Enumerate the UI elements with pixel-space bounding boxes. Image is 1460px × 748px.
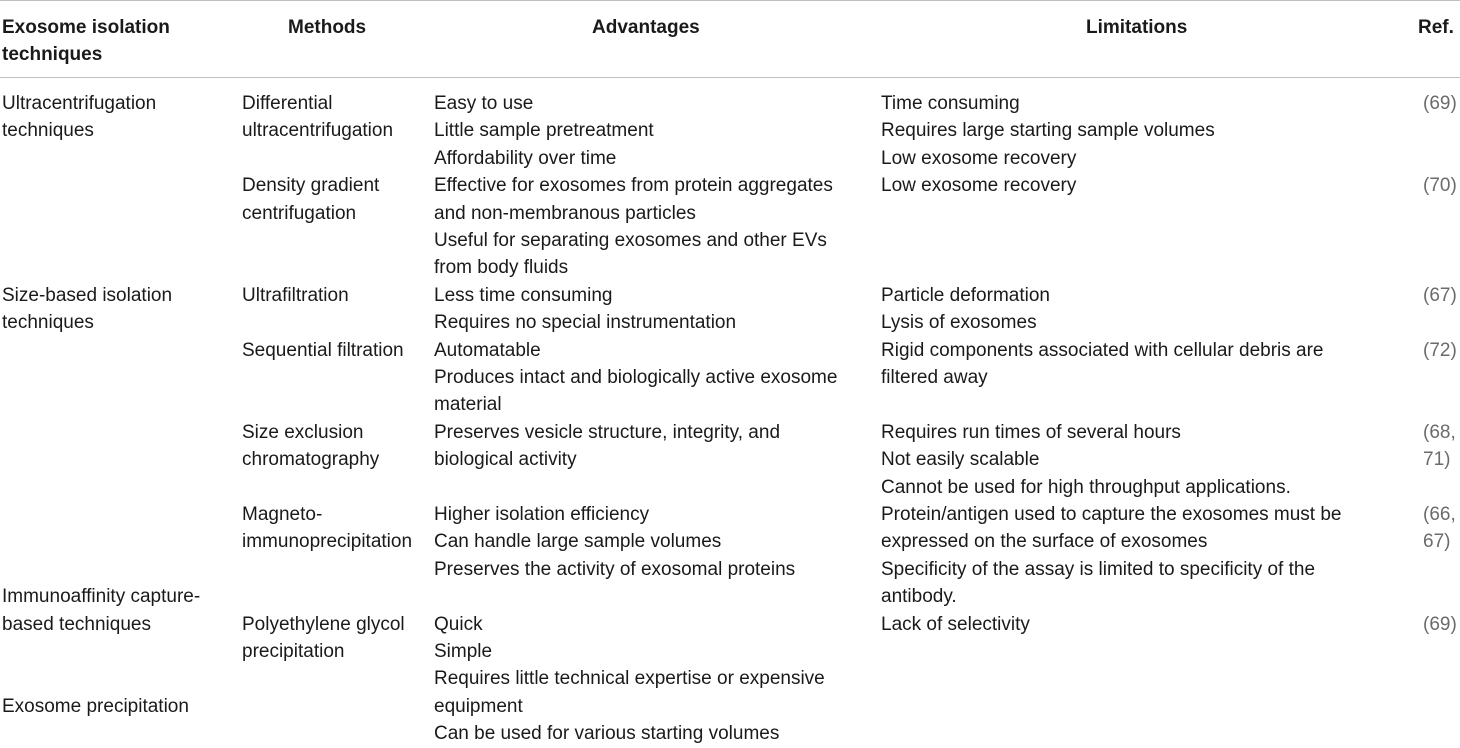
advantages-cell-line: Requires little technical expertise or expensive — [434, 668, 825, 690]
advantages-cell — [434, 172, 833, 282]
method-cell — [242, 282, 349, 309]
advantages-cell — [434, 337, 837, 419]
technique-cell-line: techniques — [2, 312, 94, 334]
method-cell-line: ultracentrifugation — [242, 120, 394, 142]
advantages-cell-line: Higher isolation efficiency — [434, 504, 650, 525]
method-cell — [242, 90, 393, 145]
technique-cell-line: Size-based isolation — [2, 284, 173, 306]
technique-cell-line: Immunoaffinity capture- — [2, 586, 201, 608]
advantages-cell-line: Preserves vesicle structure, integrity, and — [434, 421, 781, 443]
method-cell — [242, 172, 379, 227]
method-cell-line: Size exclusion — [242, 421, 364, 443]
ref-cell-line: 67) — [1423, 531, 1451, 553]
advantages-cell-line: Simple — [434, 641, 493, 662]
advantages-cell — [434, 90, 654, 172]
technique-cell — [2, 693, 189, 720]
advantages-cell-line: material — [434, 394, 502, 416]
advantages-cell-line: Less time consuming — [434, 284, 613, 306]
limitations-cell-line: Requires run times of several hours — [881, 421, 1181, 443]
technique-cell — [2, 90, 156, 145]
header-limitations: Limitations — [1086, 17, 1188, 38]
advantages-cell-line: Automatable — [434, 339, 541, 361]
method-cell — [242, 611, 405, 666]
limitations-cell — [881, 501, 1342, 611]
advantages-cell-line: Effective for exosomes from protein aggregates — [434, 175, 833, 197]
limitations-cell — [881, 419, 1291, 501]
technique-cell-line: based techniques — [2, 613, 151, 635]
ref-cell — [1423, 90, 1457, 117]
header-bottom-rule — [0, 77, 1460, 78]
advantages-cell — [434, 419, 780, 474]
header-technique-line: Exosome isolation — [2, 17, 170, 38]
method-cell-line: Ultrafiltration — [242, 284, 349, 306]
header-top-rule — [0, 0, 1460, 1]
ref-cell — [1423, 282, 1457, 309]
advantages-cell-line: Can handle large sample volumes — [434, 531, 722, 553]
method-cell-line: centrifugation — [242, 202, 357, 224]
advantages-cell-line: Produces intact and biologically active exosome — [434, 367, 838, 388]
limitations-cell-line: Time consuming — [881, 93, 1020, 114]
technique-cell-line: Exosome precipitation — [2, 695, 189, 717]
advantages-cell-line: Easy to use — [434, 93, 534, 114]
header-methods: Methods — [288, 17, 367, 38]
technique-cell — [2, 282, 172, 337]
advantages-cell-line: biological activity — [434, 449, 577, 471]
limitations-cell-line: Not easily scalable — [881, 449, 1040, 471]
limitations-cell-line: Particle deformation — [881, 284, 1050, 306]
limitations-cell — [881, 611, 1030, 638]
header-technique — [2, 14, 170, 68]
header-ref: Ref. — [1418, 17, 1454, 38]
technique-cell-line: techniques — [2, 120, 94, 142]
ref-cell — [1423, 611, 1457, 638]
method-cell-line: Polyethylene glycol — [242, 613, 405, 635]
technique-cell — [2, 583, 200, 638]
method-cell-line: Differential — [242, 93, 333, 114]
limitations-cell — [881, 282, 1050, 337]
ref-cell-line: (69) — [1423, 93, 1457, 114]
ref-cell-line: (70) — [1423, 175, 1457, 197]
limitations-cell-line: Requires large starting sample volumes — [881, 120, 1215, 142]
advantages-cell-line: Useful for separating exosomes and other EVs — [434, 230, 827, 251]
limitations-cell — [881, 90, 1215, 172]
advantages-cell — [434, 611, 825, 748]
ref-cell-line: (69) — [1423, 613, 1457, 635]
method-cell-line: Sequential filtration — [242, 339, 404, 361]
method-cell-line: immunoprecipitation — [242, 531, 413, 553]
limitations-cell-line: expressed on the surface of exosomes — [881, 531, 1208, 553]
advantages-cell — [434, 282, 736, 337]
method-cell-line: precipitation — [242, 641, 345, 662]
ref-cell-line: (66, — [1423, 504, 1456, 525]
limitations-cell-line: Low exosome recovery — [881, 175, 1077, 197]
method-cell-line: Magneto- — [242, 504, 323, 525]
limitations-cell — [881, 337, 1324, 392]
limitations-cell-line: Lysis of exosomes — [881, 312, 1037, 334]
advantages-cell-line: from body fluids — [434, 257, 569, 279]
method-cell — [242, 501, 412, 556]
limitations-cell-line: Cannot be used for high throughput applications. — [881, 476, 1291, 498]
advantages-cell-line: Requires no special instrumentation — [434, 312, 737, 334]
advantages-cell-line: Quick — [434, 613, 483, 635]
method-cell — [242, 337, 404, 364]
advantages-cell-line: Little sample pretreatment — [434, 120, 654, 142]
ref-cell-line: (72) — [1423, 339, 1457, 361]
ref-cell-line: (67) — [1423, 284, 1457, 306]
ref-cell — [1423, 419, 1456, 474]
limitations-cell-line: Lack of selectivity — [881, 613, 1030, 635]
advantages-cell — [434, 501, 795, 583]
method-cell — [242, 419, 379, 474]
ref-cell — [1423, 501, 1456, 556]
ref-cell — [1423, 337, 1457, 364]
header-advantages: Advantages — [592, 17, 700, 38]
limitations-cell-line: Low exosome recovery — [881, 147, 1077, 169]
advantages-cell-line: Preserves the activity of exosomal proteins — [434, 558, 796, 580]
limitations-cell-line: Specificity of the assay is limited to specificity of the — [881, 558, 1316, 580]
advantages-cell-line: and non-membranous particles — [434, 202, 696, 224]
method-cell-line: Density gradient — [242, 175, 380, 197]
limitations-cell-line: Rigid components associated with cellular debris are — [881, 339, 1324, 361]
advantages-cell-line: equipment — [434, 695, 523, 717]
advantages-cell-line: Can be used for various starting volumes — [434, 723, 780, 745]
technique-cell-line: Ultracentrifugation — [2, 93, 157, 114]
limitations-cell-line: filtered away — [881, 367, 988, 388]
advantages-cell-line: Affordability over time — [434, 147, 617, 169]
limitations-cell — [881, 172, 1076, 199]
limitations-cell-line: Protein/antigen used to capture the exosomes must be — [881, 504, 1342, 525]
ref-cell-line: (68, — [1423, 421, 1456, 443]
ref-cell-line: 71) — [1423, 449, 1451, 471]
method-cell-line: chromatography — [242, 449, 380, 471]
header-technique-line: techniques — [2, 44, 103, 65]
limitations-cell-line: antibody. — [881, 586, 957, 608]
ref-cell — [1423, 172, 1457, 199]
